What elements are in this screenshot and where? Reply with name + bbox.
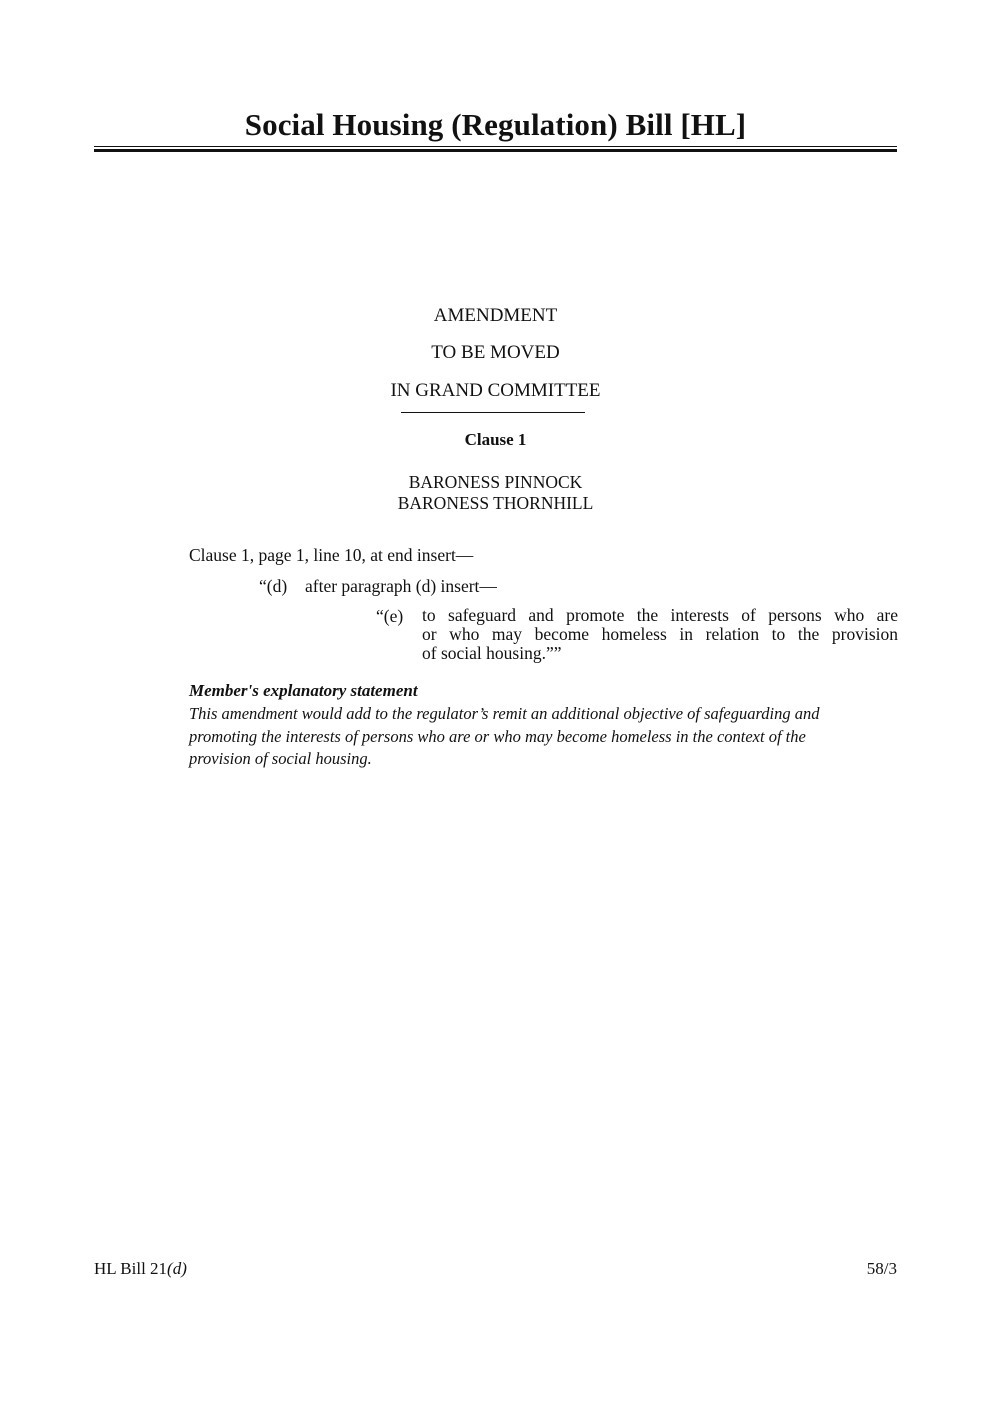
heading-to-be-moved: TO BE MOVED [431, 342, 560, 363]
amendment-instruction: Clause 1, page 1, line 10, at end insert— [189, 545, 474, 565]
bill-title: Social Housing (Regulation) Bill [HL] [244, 107, 747, 142]
paragraph-label-d: “(d) [259, 576, 288, 596]
paragraph-text-d: after paragraph (d) insert— [305, 576, 497, 596]
statement-line: promoting the interests of persons who are or who may become homeless in the context of the [189, 726, 806, 746]
member-name: BARONESS THORNHILL [397, 493, 594, 513]
paragraph-e-line: of social housing.”” [422, 643, 562, 663]
explanatory-statement-heading: Member's explanatory statement [189, 681, 418, 700]
clause-heading: Clause 1 [464, 430, 527, 449]
bill-ref: HL Bill 21 [94, 1259, 168, 1278]
member-name: BARONESS PINNOCK [408, 472, 583, 492]
paragraph-e-line: to safeguard and promote the interests of persons who are [422, 605, 898, 625]
bill-ref-suffix: (d) [167, 1259, 187, 1278]
paragraph-label-e: “(e) [376, 606, 404, 626]
paragraph-e-line: or who may become homeless in relation to the provision [422, 624, 898, 644]
title-rule-thin [94, 146, 897, 147]
heading-divider [401, 412, 585, 413]
title-rule-thick [94, 149, 897, 152]
heading-committee: IN GRAND COMMITTEE [390, 380, 601, 401]
footer-bill-reference [94, 1259, 187, 1279]
statement-line: provision of social housing. [189, 749, 372, 768]
heading-amendment: AMENDMENT [433, 305, 558, 326]
paragraph-text-e [422, 606, 898, 663]
footer-page-reference: 58/3 [866, 1259, 897, 1278]
statement-line: This amendment would add to the regulator’s remit an additional objective of safeguarding and [189, 704, 820, 723]
explanatory-statement-body [189, 703, 894, 771]
